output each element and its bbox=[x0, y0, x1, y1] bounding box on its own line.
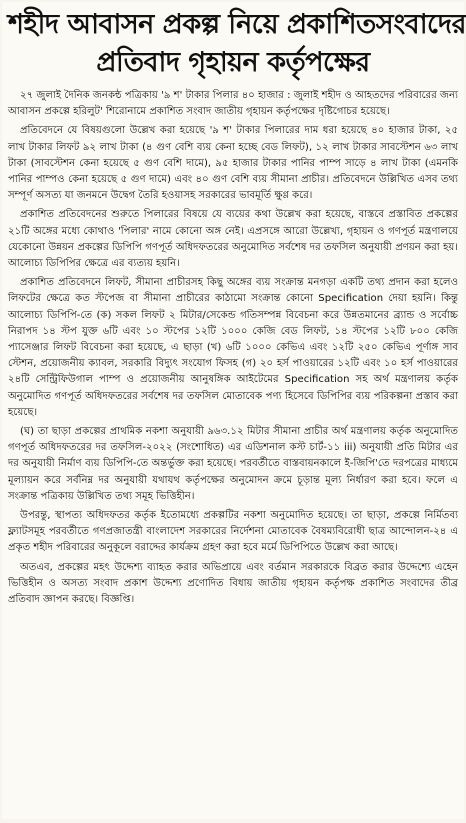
paragraph-7: অতএব, প্রকল্পের মহৎ উদ্দেশ্য ব্যাহত করার অভিপ্রায়ে এবং বর্তমান সরকারকে বিব্রত করার উদ্দেশ্যে এহেন ভিত্তিহীন ও অসত্য সংবাদ প্রকাশ উদ্দেশ্য প্রণোদিত বিধায় জাতীয় গৃহায়ন কর্তৃপক্ষ প্রকাশিত সংবাদের তীব্র প্রতিবাদ জ্ঞাপন করছে। বিজ্ঞপ্তি। bbox=[8, 561, 458, 606]
paragraph-3: প্রকাশিত প্রতিবেদনের শুরুতে পিলারের বিষয়ে যে ব্যয়ের কথা উল্লেখ করা হয়েছে, বাস্তবে প্রস্তাবিত প্রকল্পের ২১টি অঙ্গের মধ্যে কোথাও 'পিলার' নামে কোনো অঙ্গ নেই। এপ্রসঙ্গে আরো উল্লেখ্য, গৃহায়ন ও গণপূর্ত মন্ত্রণালয়ে যেকোনো উন্নয়ন প্রকল্পের ডিপিপি গণপূর্ত অধিদফতরের অনুমোদিত সর্বশেষ দর তফসিল অনুযায়ী প্রণয়ন করা হয়। আলোচ্য ডিপিপির ক্ষেত্রে এর ব্যত্যয় হয়নি। bbox=[8, 209, 458, 270]
article-body bbox=[8, 88, 458, 608]
paragraph-4: প্রকাশিত প্রতিবেদনে লিফট, সীমানা প্রাচীরসহ কিছু অঙ্গের ব্যয় সংক্রান্ত মনগড়া একটি তথ্য প্রদান করা হলেও লিফটের ক্ষেত্রে কত স্টপেজ বা সীমানা প্রাচীরের কাঠামো সংক্রান্ত কোনো Specification দেয়া হয়নি। কিন্তু আলোচ্য ডিপিপি-তে (ক) সকল লিফট ২ মিটার/সেকেন্ড গতিসম্পন্ন বিবেচনা করে উন্নতমানের ব্র্যান্ড ও সর্বোচ্চ নিরাপদ ১৪ স্টপ যুক্ত ৬টি এবং ১০ স্টপের ১২টি ১০০০ কেজি বেড লিফট, ১৪ স্টপের ১২টি ৮০০ কেজি প্যাসেঞ্জার লিফট বিবেচনা করা হয়েছে, এ ছাড়া (খ) ৬টি ১০০০ কেভিএ এবং ১২টি ২৫০ কেভিএ পূর্ণাঙ্গ সাব স্টেশন, প্রয়োজনীয় ক্যাবল, সরকারি বিদ্যুৎ সংযোগ ফিসহ (গ) ২০ হর্স পাওয়ারের ১২টি এবং ১০ হর্স পাওয়ারের ২৪টি সেন্ট্রিফিউগাল পাম্প ও প্রয়োজনীয় আনুষঙ্গিক আইটেমের Specification সহ অর্থ মন্ত্রণালয় কর্তৃক অনুমোদিত গণপূর্ত অধিদফতরের সর্বশেষ দর তফসিল মোতাবেক পণ্য হিসেবে ডিপিপির ব্যয় পরিকল্পনা প্রস্তাব করা হয়েছে। bbox=[8, 277, 458, 418]
headline-line-1: শহীদ আবাসন প্রকল্প নিয়ে প্রকাশিতসংবাদের bbox=[8, 9, 466, 40]
paragraph-2: প্রতিবেদনে যে বিষয়গুলো উল্লেখ করা হয়েছে '৯ শ' টাকার পিলারের দাম ধরা হয়েছে ৪০ হাজার টাকা, ২৫ লাখ টাকার লিফট ৯২ লাখ টাকা (৪ গুণ বেশি ব্যয় কেনা হচ্ছে বেড লিফট), ১২ লাখ টাকার সাবস্টেশন ৬৩ লাখ টাকা (সাবস্টেশন কেনা হয়েছে ৫ গুণ বেশি দামে), ৯৫ হাজার টাকার পানির পাম্প সাড়ে ৪ লাখ টাকা (এমনকি পানির পাম্পও কেনা হয়েছে ৫ গুণ দামে) এবং ৪০ গুণ বেশি ব্যয় সীমানা প্রাচীর। প্রতিবেদনে উল্লিখিত এসব তথ্য সম্পূর্ণ অসত্য যা জনমনে উদ্বেগ তৈরি হওয়াসহ সরকারের ভাবমূর্তি ক্ষুণ্ণ করে। bbox=[8, 125, 458, 202]
paragraph-5: (ঘ) তা ছাড়া প্রকল্পের প্রাথমিক নকশা অনুযায়ী ৯৬৩.১২ মিটার সীমানা প্রাচীর অর্থ মন্ত্রণালয় কর্তৃক অনুমোদিত গণপূর্ত অধিদফতরের দর তফসিল-২০২২ (সংশোধিত) এর এডিশনাল কস্ট চার্ট-১১ iii) অনুযায়ী প্রতি মিটার এর দর অনুযায়ী নির্মাণ ব্যয় ডিপিপি-তে অন্তর্ভুক্ত করা হয়েছে। পরবর্তীতে বাস্তবায়নকালে ই-জিপি'তে দরপত্রের মাধ্যমে মূল্যায়ন করে সর্বনিম্ন দর অনুযায়ী যথাযথ কর্তৃপক্ষের অনুমোদন ক্রমে চূড়ান্ত মূল্য নির্ধারণ করা হবে। ফলে এ সংক্রান্ত পত্রিকায় উল্লিখিত তথ্য সমূহ ভিত্তিহীন। bbox=[8, 426, 458, 502]
headline bbox=[8, 6, 466, 82]
paragraph-1: ২৭ জুলাই দৈনিক জনকন্ঠ পত্রিকায় '৯ শ' টাকার পিলার ৪০ হাজার : জুলাই শহীদ ও আহতদের পরিবারের জন্য আবাসন প্রকল্পে হরিলুট' শিরোনামে প্রকাশিত সংবাদ জাতীয় গৃহায়ন কর্তৃপক্ষের দৃষ্টিগোচর হয়েছে। bbox=[8, 90, 458, 118]
paragraph-6: উপরন্তু, স্থাপত্য অধিদফতর কর্তৃক ইতোমধ্যে প্রকল্পটির নকশা অনুমোদিত হয়েছে। তা ছাড়া, প্রকল্পে নির্মিতব্য ফ্ল্যাটসমূহ পরবর্তীতে গণপ্রজাতন্ত্রী বাংলাদেশ সরকারের নির্দেশনা মোতাবেক বৈষম্যবিরোধী ছাত্র আন্দোলন-২৪ এ প্রকৃত শহীদ পরিবারের অনুকূলে বরাদ্দের কার্যক্রম গ্রহণ করা হবে মর্মে ডিপিপিতে উল্লেখ করা আছে। bbox=[8, 510, 458, 554]
headline-line-2: প্রতিবাদ গৃহায়ন কর্তৃপক্ষের bbox=[96, 47, 370, 78]
newspaper-clipping bbox=[2, 2, 464, 819]
